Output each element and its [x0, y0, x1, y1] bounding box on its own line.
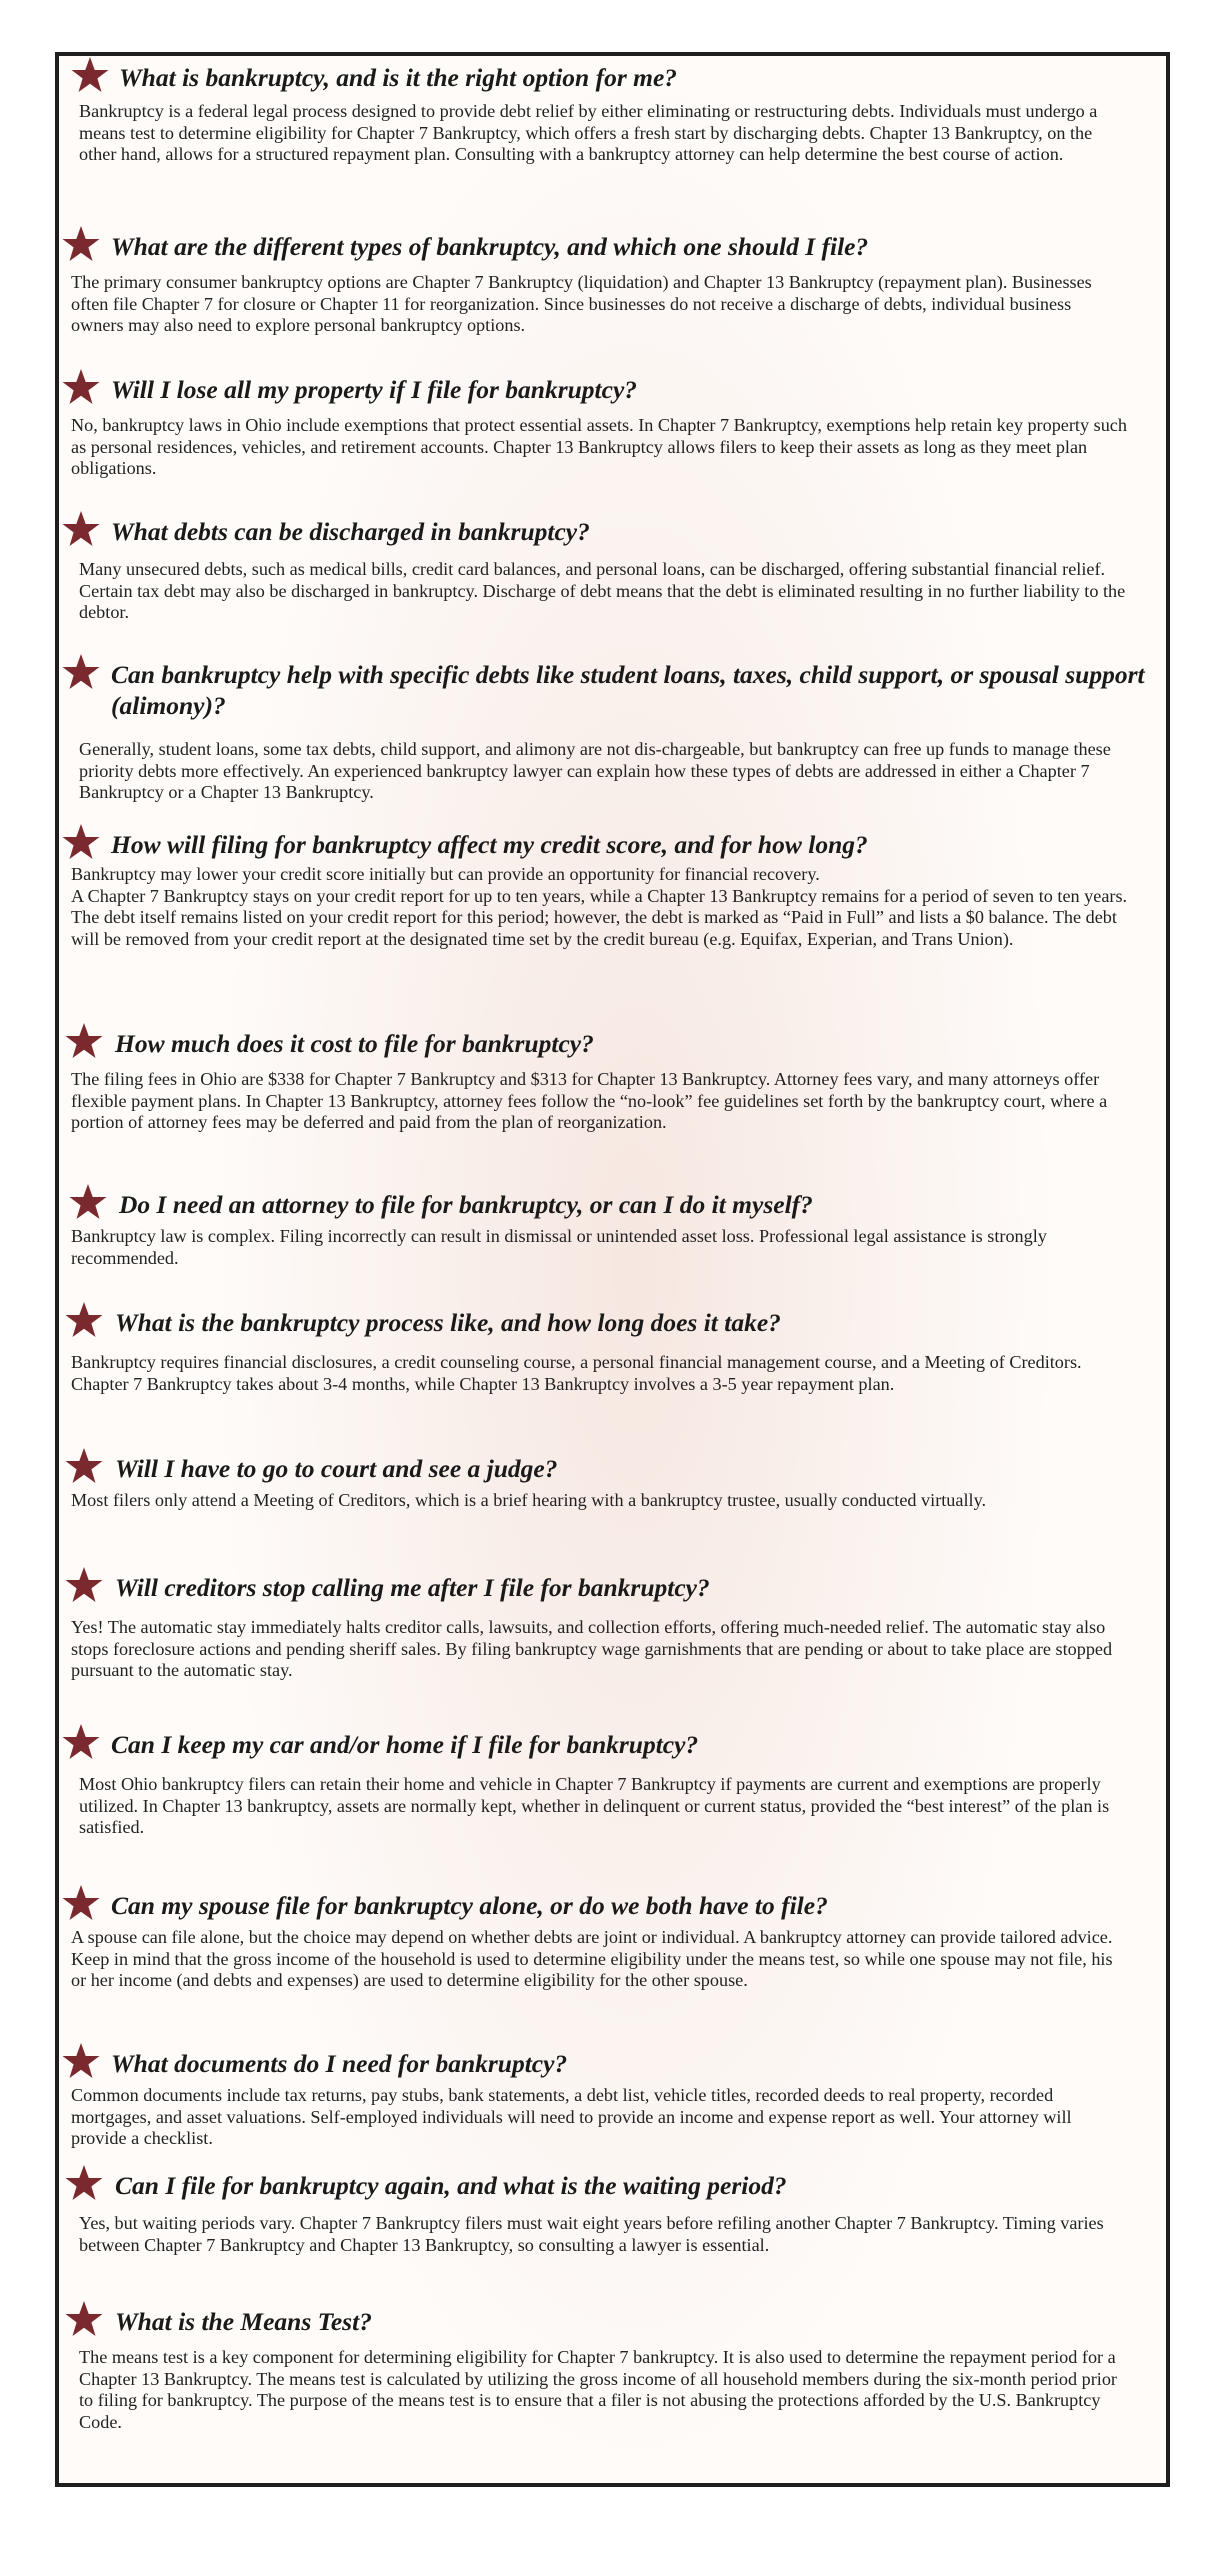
- star-icon: [68, 1183, 108, 1221]
- faq-question: [59, 1572, 1166, 1603]
- faq-answer-continued: A Chapter 7 Bankruptcy stays on your credit report for up to ten years, while a Chapter 13 Bankruptcy remains for a period of seven to ten years. The debt itself remains listed on your credit report for this period; however, the debt is marked as “Paid in Full” and lists a $0 balance. The debt will be removed from your credit report at the designated time set by the credit bureau (e.g. Equifax, Experian, and Trans Union).: [71, 885, 1128, 949]
- faq-item: [59, 1729, 1166, 1839]
- star-icon: [64, 1566, 104, 1604]
- faq-answer: Most filers only attend a Meeting of Creditors, which is a brief hearing with a bankruptcy trustee, usually conducted virtually.: [71, 1490, 987, 1510]
- star-icon: [61, 225, 101, 263]
- faq-answer: Bankruptcy law is complex. Filing incorrectly can result in dismissal or unintended asset loss. Professional legal assistance is strongly recommended.: [71, 1226, 1047, 1268]
- star-icon: [64, 2164, 104, 2202]
- faq-question-text: How much does it cost to file for bankruptcy?: [115, 1029, 594, 1058]
- faq-item: [59, 659, 1166, 804]
- star-icon: [61, 1884, 101, 1922]
- faq-question-text: How will filing for bankruptcy affect my credit score, and for how long?: [111, 830, 868, 859]
- faq-item: [59, 1028, 1166, 1134]
- star-icon: [61, 368, 101, 406]
- faq-answer: No, bankruptcy laws in Ohio include exemptions that protect essential assets. In Chapter 7 Bankruptcy, exemptions help retain key property such as personal residences, vehicles, and retirement accounts. Chapter 13 Bankruptcy allows filers to keep their assets as long as they meet plan obligations.: [71, 415, 1127, 479]
- faq-answer: Most Ohio bankruptcy filers can retain their home and vehicle in Chapter 7 Bankruptcy if payments are current and exemptions are properly utilized. In Chapter 13 bankruptcy, assets are normally kept, whether in delinquent or current status, provided the “best interest” of the plan is satisfied.: [79, 1774, 1110, 1838]
- faq-question-text: What are the different types of bankruptcy, and which one should I file?: [111, 232, 869, 261]
- faq-question: [59, 516, 1166, 547]
- star-icon: [61, 2042, 101, 2080]
- faq-item: [59, 1189, 1166, 1269]
- faq-item: [59, 62, 1166, 166]
- faq-question: [59, 1729, 1166, 1760]
- faq-question: [59, 2306, 1166, 2337]
- faq-question-text: Can bankruptcy help with specific debts like student loans, taxes, child support, or spousal support (alimony)?: [111, 660, 1145, 720]
- faq-question-text: What is bankruptcy, and is it the right option for me?: [119, 63, 678, 92]
- faq-question-text: Do I need an attorney to file for bankruptcy, or can I do it myself?: [119, 1190, 813, 1219]
- faq-answer: Many unsecured debts, such as medical bills, credit card balances, and personal loans, can be discharged, offering substantial financial relief. Certain tax debt may also be discharged in bankruptcy. Discharge of debt means that the debt is eliminated resulting in no further liability to the debtor.: [79, 559, 1126, 623]
- faq-item: [59, 2306, 1166, 2433]
- star-icon: [61, 823, 101, 861]
- faq-item: [59, 516, 1166, 624]
- faq-item: [59, 374, 1166, 480]
- faq-answer: The filing fees in Ohio are $338 for Chapter 7 Bankruptcy and $313 for Chapter 13 Bankruptcy. Attorney fees vary, and many attorneys offer flexible payment plans. In Chapter 13 Bankruptcy, attorney fees follow the “no-look” fee guidelines set forth by the bankruptcy court, where a portion of attorney fees may be deferred and paid from the plan of reorganization.: [71, 1069, 1108, 1133]
- faq-question-text: What documents do I need for bankruptcy?: [111, 2049, 568, 2078]
- faq-question: [59, 62, 1166, 93]
- star-icon: [64, 1301, 104, 1339]
- faq-item: [59, 1890, 1166, 1992]
- faq-question-text: Can I file for bankruptcy again, and what is the waiting period?: [115, 2171, 787, 2200]
- faq-answer: A spouse can file alone, but the choice may depend on whether debts are joint or individual. A bankruptcy attorney can provide tailored advice. Keep in mind that the gross income of the household is used to determine eligibility under the means test, so while one spouse may not file, his or her income (and debts and expenses) are used to determine eligibility for the other spouse.: [71, 1927, 1113, 1991]
- faq-item: [59, 1572, 1166, 1682]
- faq-question: [59, 2048, 1166, 2079]
- star-icon: [64, 1447, 104, 1485]
- star-icon: [70, 56, 110, 94]
- star-icon: [61, 653, 101, 691]
- faq-question: [59, 1890, 1166, 1921]
- faq-answer: Bankruptcy requires financial disclosures, a credit counseling course, a personal financial management course, and a Meeting of Creditors. Chapter 7 Bankruptcy takes about 3-4 months, while Chapter 13 Bankruptcy involves a 3-5 year repayment plan.: [71, 1352, 1082, 1394]
- faq-item: [59, 1453, 1166, 1512]
- faq-question: [59, 1453, 1166, 1484]
- faq-question: [59, 659, 1166, 721]
- star-icon: [61, 510, 101, 548]
- faq-item: [59, 1307, 1166, 1395]
- faq-question: [59, 829, 1166, 860]
- star-icon: [64, 1022, 104, 1060]
- faq-question: [59, 231, 1166, 262]
- faq-question: [59, 2170, 1166, 2201]
- faq-question-text: Will I have to go to court and see a judge?: [115, 1454, 558, 1483]
- faq-answer: Bankruptcy may lower your credit score initially but can provide an opportunity for financial recovery.: [71, 864, 820, 884]
- faq-question-text: What debts can be discharged in bankruptcy?: [111, 517, 590, 546]
- faq-item: [59, 231, 1166, 337]
- faq-question: [59, 1189, 1166, 1220]
- faq-frame: [55, 52, 1170, 2487]
- faq-answer: Yes, but waiting periods vary. Chapter 7 Bankruptcy filers must wait eight years before refiling another Chapter 7 Bankruptcy. Timing varies between Chapter 7 Bankruptcy and Chapter 13 Bankruptcy, so consulting a lawyer is essential.: [79, 2213, 1104, 2255]
- faq-answer: The means test is a key component for determining eligibility for Chapter 7 bankruptcy. It is also used to determine the repayment period for a Chapter 13 Bankruptcy. The means test is calculated by utilizing the gross income of all household members during the six-month period prior to filing for bankruptcy. The purpose of the means test is to ensure that a filer is not abusing the protections afforded by the U.S. Bankruptcy Code.: [79, 2347, 1117, 2432]
- faq-answer: Bankruptcy is a federal legal process designed to provide debt relief by either eliminating or restructuring debts. Individuals must undergo a means test to determine eligibility for Chapter 7 Bankruptcy, which offers a fresh start by discharging debts. Chapter 13 Bankruptcy, on the other hand, allows for a structured repayment plan. Consulting with a bankruptcy attorney can help determine the best course of action.: [79, 101, 1098, 165]
- faq-question: [59, 1028, 1166, 1059]
- faq-answer: The primary consumer bankruptcy options are Chapter 7 Bankruptcy (liquidation) and Chapter 13 Bankruptcy (repayment plan). Businesses often file Chapter 7 for closure or Chapter 11 for reorganization. Since businesses do not receive a discharge of debts, individual business owners may also need to explore personal bankruptcy options.: [71, 272, 1092, 336]
- faq-question: [59, 1307, 1166, 1338]
- faq-question-text: What is the Means Test?: [115, 2307, 372, 2336]
- faq-question-text: Will I lose all my property if I file for bankruptcy?: [111, 375, 638, 404]
- faq-question: [59, 374, 1166, 405]
- faq-answer: Yes! The automatic stay immediately halts creditor calls, lawsuits, and collection efforts, offering much-needed relief. The automatic stay also stops foreclosure actions and pending sheriff sales. By filing bankruptcy wage garnishments that are pending or about to take place are stopped pursuant to the automatic stay.: [71, 1617, 1113, 1681]
- faq-answer: Common documents include tax returns, pay stubs, bank statements, a debt list, vehicle titles, recorded deeds to real property, recorded mortgages, and asset valuations. Self-employed individuals will need to provide an income and expense report as well. Your attorney will provide a checklist.: [71, 2085, 1072, 2149]
- faq-answer: Generally, student loans, some tax debts, child support, and alimony are not dis-chargeable, but bankruptcy can free up funds to manage these priority debts more effectively. An experienced bankruptcy lawyer can explain how these types of debts are addressed in either a Chapter 7 Bankruptcy or a Chapter 13 Bankruptcy.: [79, 739, 1111, 803]
- star-icon: [64, 2300, 104, 2338]
- star-icon: [61, 1723, 101, 1761]
- faq-item: [59, 2048, 1166, 2150]
- faq-question-text: What is the bankruptcy process like, and how long does it take?: [115, 1308, 781, 1337]
- faq-question-text: Will creditors stop calling me after I file for bankruptcy?: [115, 1573, 710, 1602]
- faq-question-text: Can I keep my car and/or home if I file for bankruptcy?: [111, 1730, 699, 1759]
- faq-question-text: Can my spouse file for bankruptcy alone, or do we both have to file?: [111, 1891, 828, 1920]
- faq-item: [59, 2170, 1166, 2256]
- faq-item: [59, 829, 1166, 950]
